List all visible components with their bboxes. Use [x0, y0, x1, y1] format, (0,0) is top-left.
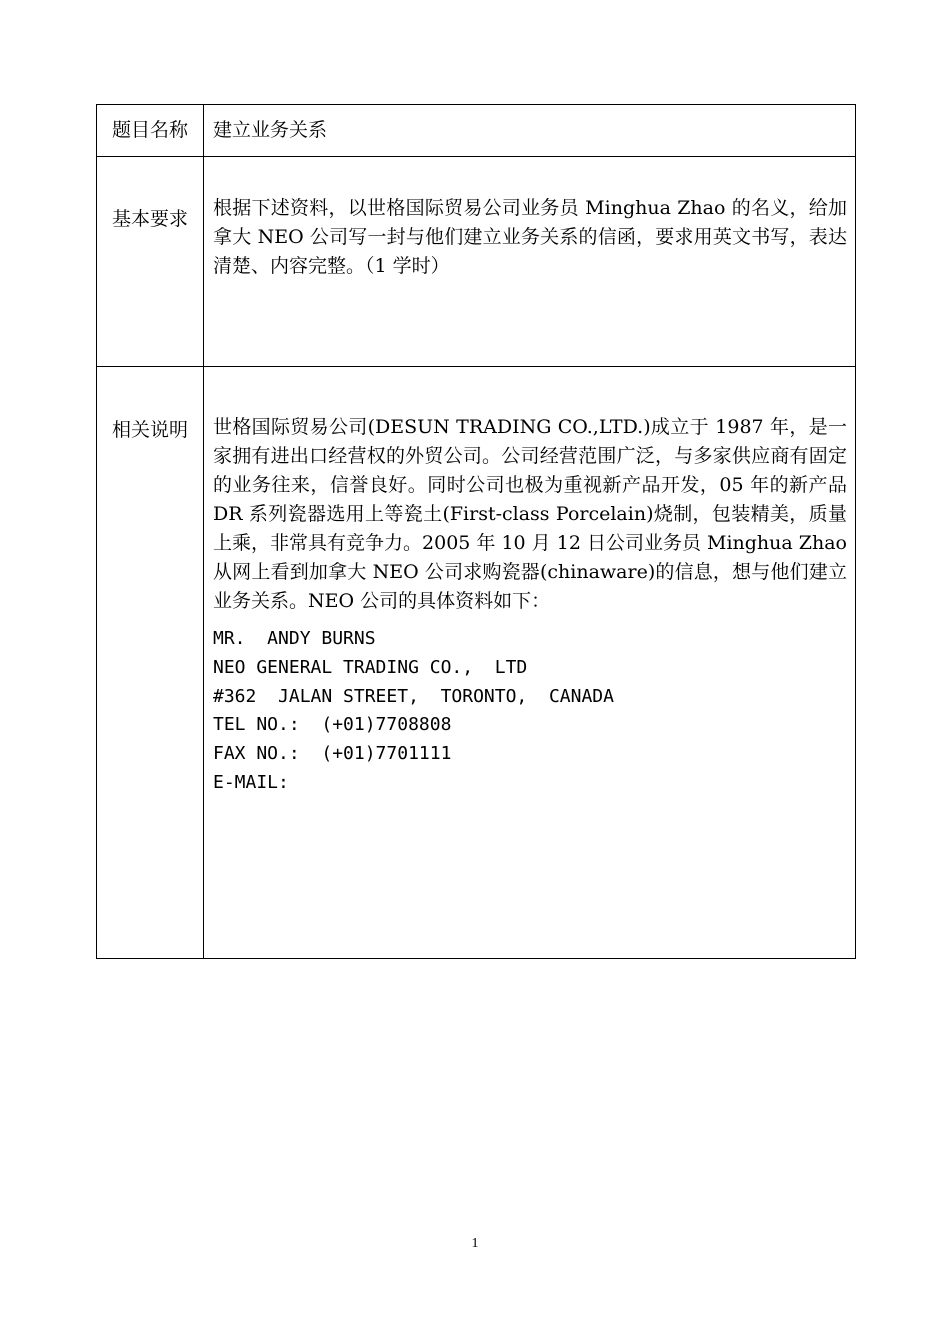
- contact-tel: TEL NO.: (+01)7708808: [213, 714, 452, 736]
- title-value: 建立业务关系: [204, 105, 856, 157]
- page-number: 1: [471, 1236, 479, 1251]
- title-row: [97, 105, 856, 157]
- requirement-text: 根据下述资料，以世格国际贸易公司业务员 Minghua Zhao 的名义，给加拿大 NEO 公司写一封与他们建立业务关系的信函，要求用英文书写，表达清楚、内容完整。（1 学时）: [204, 157, 856, 367]
- contact-name: MR. ANDY BURNS: [213, 628, 376, 649]
- description-label: 相关说明: [97, 367, 204, 959]
- description-paragraph: 世格国际贸易公司(DESUN TRADING CO.,LTD.)成立于 1987 年，是一家拥有进出口经营权的外贸公司。公司经营范围广泛，与多家供应商有固定的业务往来，信誉良好。同时公司也极为重视新产品开发，05 年的新产品 DR 系列瓷器选用上等瓷土(First-class Porcelain)烧制，包装精美，质量上乘，非常具有竞争力。2005 年 10 月 12 日公司业务员 Minghua Zhao 从网上看到加拿大 NEO 公司求购瓷器(chinaware)的信息，想与他们建立业务关系。NEO 公司的具体资料如下：: [213, 416, 847, 612]
- requirement-label: 基本要求: [97, 157, 204, 367]
- contact-company: NEO GENERAL TRADING CO., LTD: [213, 656, 528, 678]
- contact-block: [213, 625, 847, 798]
- title-label: 题目名称: [97, 105, 204, 157]
- assignment-table: [96, 104, 856, 959]
- description-body: [204, 367, 856, 959]
- contact-email: E-MAIL:: [213, 771, 289, 793]
- requirement-row: [97, 157, 856, 367]
- description-row: [97, 367, 856, 959]
- contact-address: #362 JALAN STREET, TORONTO, CANADA: [213, 685, 614, 707]
- contact-fax: FAX NO.: (+01)7701111: [213, 743, 452, 765]
